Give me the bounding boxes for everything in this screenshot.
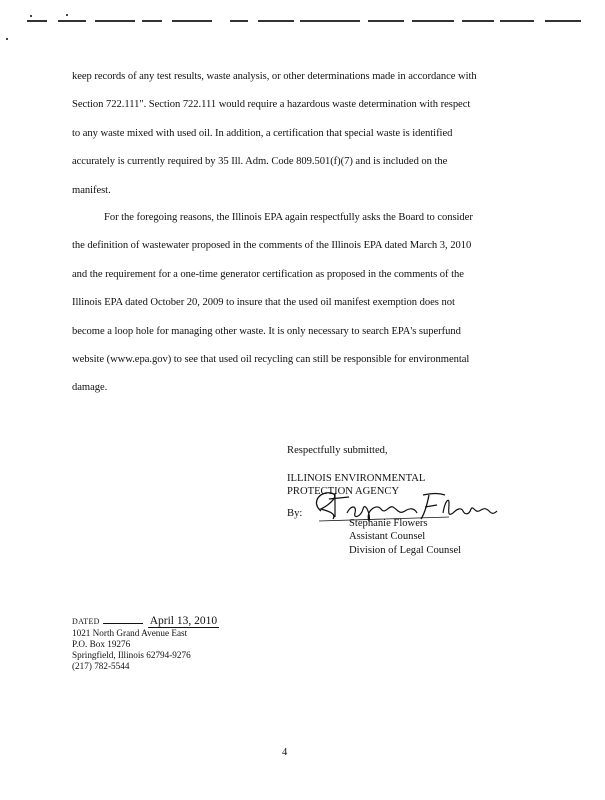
dated-label: DATED <box>72 617 100 626</box>
dated-address-block <box>72 616 219 672</box>
paragraph-line: to any waste mixed with used oil. In addition, a certification that special waste is identified <box>72 127 453 139</box>
paragraph-line: Section 722.111". Section 722.111 would require a hazardous waste determination with respect <box>72 99 471 111</box>
dated-blank-line <box>103 623 143 624</box>
dated-row <box>72 616 219 628</box>
page-number: 4 <box>282 747 288 758</box>
signer-name: Stephanie Flowers <box>349 517 428 529</box>
address-line: Springfield, Illinois 62794-9276 <box>72 650 191 660</box>
phone-line: (217) 782-5544 <box>72 661 130 671</box>
paragraph-line: manifest. <box>72 184 111 196</box>
paragraph-line: keep records of any test results, waste analysis, or other determinations made in accordance with <box>72 71 477 82</box>
paragraph-line: the definition of wastewater proposed in the comments of the Illinois EPA dated March 3, 2010 <box>72 240 472 252</box>
signer-division: Division of Legal Counsel <box>349 544 462 556</box>
paragraph-line: website (www.epa.gov) to see that used oil recycling can still be responsible for environmental <box>72 353 470 365</box>
paragraph-line: and the requirement for a one-time generator certification as proposed in the comments of the <box>72 268 464 280</box>
paragraph-line: damage. <box>72 382 108 394</box>
signer-title: Assistant Counsel <box>349 531 426 542</box>
paragraph-line: For the foregoing reasons, the Illinois EPA again respectfully asks the Board to consider <box>104 212 473 223</box>
agency-name-line1: ILLINOIS ENVIRONMENTAL <box>287 472 426 484</box>
by-label: By: <box>287 507 303 519</box>
signature-row <box>287 499 461 521</box>
paragraph-line: become a loop hole for managing other waste. It is only necessary to search EPA's superfund <box>72 325 461 337</box>
agency-name-line2: PROTECTION AGENCY <box>287 486 400 497</box>
signature-block <box>287 444 461 557</box>
address-line: 1021 North Grand Avenue East <box>72 628 188 638</box>
paragraph-continued <box>72 63 534 205</box>
dated-value: April 13, 2010 <box>149 615 218 627</box>
handwritten-signature <box>299 487 499 523</box>
address-line: P.O. Box 19276 <box>72 639 131 649</box>
paragraph-line: accurately is currently required by 35 Ill. Adm. Code 809.501(f)(7) and is included on the <box>72 156 448 168</box>
paragraph-conclusion <box>72 204 534 403</box>
closing-text: Respectfully submitted, <box>287 445 388 456</box>
paragraph-line: Illinois EPA dated October 20, 2009 to insure that the used oil manifest exemption does not <box>72 297 455 309</box>
